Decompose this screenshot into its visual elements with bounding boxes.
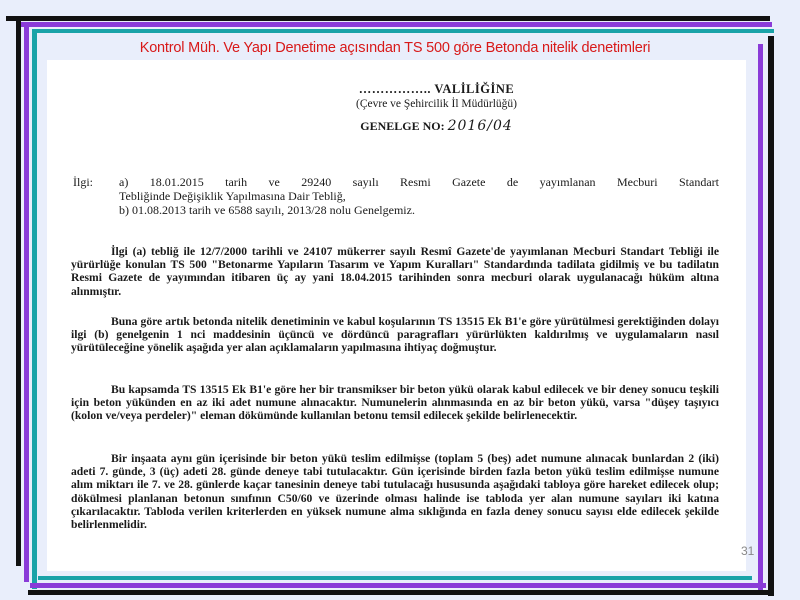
frame-bar-left-teal — [32, 29, 37, 589]
paragraph-3 — [71, 383, 719, 423]
circular-no-label: GENELGE NO: — [360, 119, 445, 133]
paragraph-4 — [71, 452, 719, 531]
paragraph-4-text: Bir inşaata aynı gün içerisinde bir beton yükü teslim edilmişse (toplam 5 (beş) adet numune alınacak bunlardan 2 (iki) adeti 7. günde, 3 (üç) adeti 28. günde deneye tabi tutulacaktır. Gün içerisinde birden fazla beton yükü teslim edilmişse numune alım miktarı ile 7. ve 28. günlerde kaçar tanesinin deneye tabi tutulacağı hususunda aşağıdaki tabloya göre hareket edilecek olup; dökülmesi planlanan betonun sınıfının C50/60 ve üzerinde olması halinde ise tabloda yer alan numune sayıları iki katına çıkarılacaktır. Tabloda verilen kriterlerden en yüksek numune alma sıklığında en fazla deney sonucu sayısı elde edilecek şekilde belirlenmelidir. — [71, 452, 719, 532]
reference-a-line2: Tebliğinde Değişiklik Yapılmasına Dair Tebliğ, — [119, 189, 346, 203]
paragraph-3-text: Bu kapsamda TS 13515 Ek B1'e göre her bir transmikser bir beton yükü olarak kabul edilecek ve bir deney sonucu teşkili için beton yükünden en az iki adet numune alınacaktır. Numunelerin alınmasında en az bir beton yükü, varsa "düşey taşıyıcı (kolon ve/veya perdeler)" eleman dökümünde kullanılan betonu temsil edilecek şekilde belirlenecektir. — [71, 383, 719, 423]
frame-bar-left-black — [16, 16, 21, 566]
scanned-document — [47, 60, 746, 571]
circular-no-value: 2016/04 — [447, 118, 513, 134]
frame-bar-top-black — [6, 16, 770, 21]
doc-header-governorship: …………….. VALİLİĞİNE — [358, 82, 515, 96]
frame-bar-top-purple — [20, 22, 772, 27]
frame-bar-bottom-black — [28, 590, 774, 595]
doc-header-circular-no — [87, 118, 746, 134]
frame-bar-top-teal — [32, 29, 774, 33]
frame-bar-left-purple — [24, 22, 29, 582]
frame-bar-right-purple — [758, 44, 763, 590]
frame-bar-bottom-teal — [38, 576, 752, 580]
slide-title: Kontrol Müh. Ve Yapı Denetime açısından TS 500 göre Betonda nitelik denetimleri — [139, 40, 651, 56]
reference-label: İlgi: — [73, 175, 93, 189]
slide-page-number: 31 — [741, 544, 755, 558]
reference-b: b) 01.08.2013 tarih ve 6588 sayılı, 2013/28 nolu Genelgemiz. — [119, 203, 415, 217]
frame-bar-right-black — [768, 36, 774, 596]
doc-header-directorate: (Çevre ve Şehircilik İl Müdürlüğü) — [356, 98, 517, 110]
paragraph-2 — [71, 315, 719, 355]
frame-bar-bottom-purple — [30, 583, 766, 588]
reference-a-line1: a) 18.01.2015 tarih ve 29240 sayılı Resmi Gazete de yayımlanan Mecburi Standart — [119, 175, 719, 189]
paragraph-1-text: İlgi (a) tebliğ ile 12/7/2000 tarihli ve 24107 mükerrer sayılı Resmî Gazete'de yayımlanan Mecburi Standart Tebliği ile yürürlüğe konulan TS 500 "Betonarme Yapıların Tasarım ve Yapım Kuralları" Standardında tadilata gidilmiş ve bu tadilatın Resmi Gazete de yayımından itibaren üç ay yani 18.04.2015 tarihinden sonra mecburi olarak uygulanacağı hüküm altına alınmıştır. — [71, 245, 719, 298]
reference-list — [119, 175, 719, 217]
paragraph-2-text: Buna göre artık betonda nitelik denetiminin ve kabul koşularının TS 13515 Ek B1'e göre yürütülmesi gerektiğinden dolayı ilgi (b) genelgenin 1 nci maddesinin üçüncü ve dördüncü paragrafları yürürlükten kaldırılmış ve uygulamaların nasıl yürütüleceğine yönelik aşağıda yer alan açıklamaların yapılmasına ihtiyaç doğmuştur. — [71, 315, 719, 355]
paragraph-1 — [71, 245, 719, 298]
